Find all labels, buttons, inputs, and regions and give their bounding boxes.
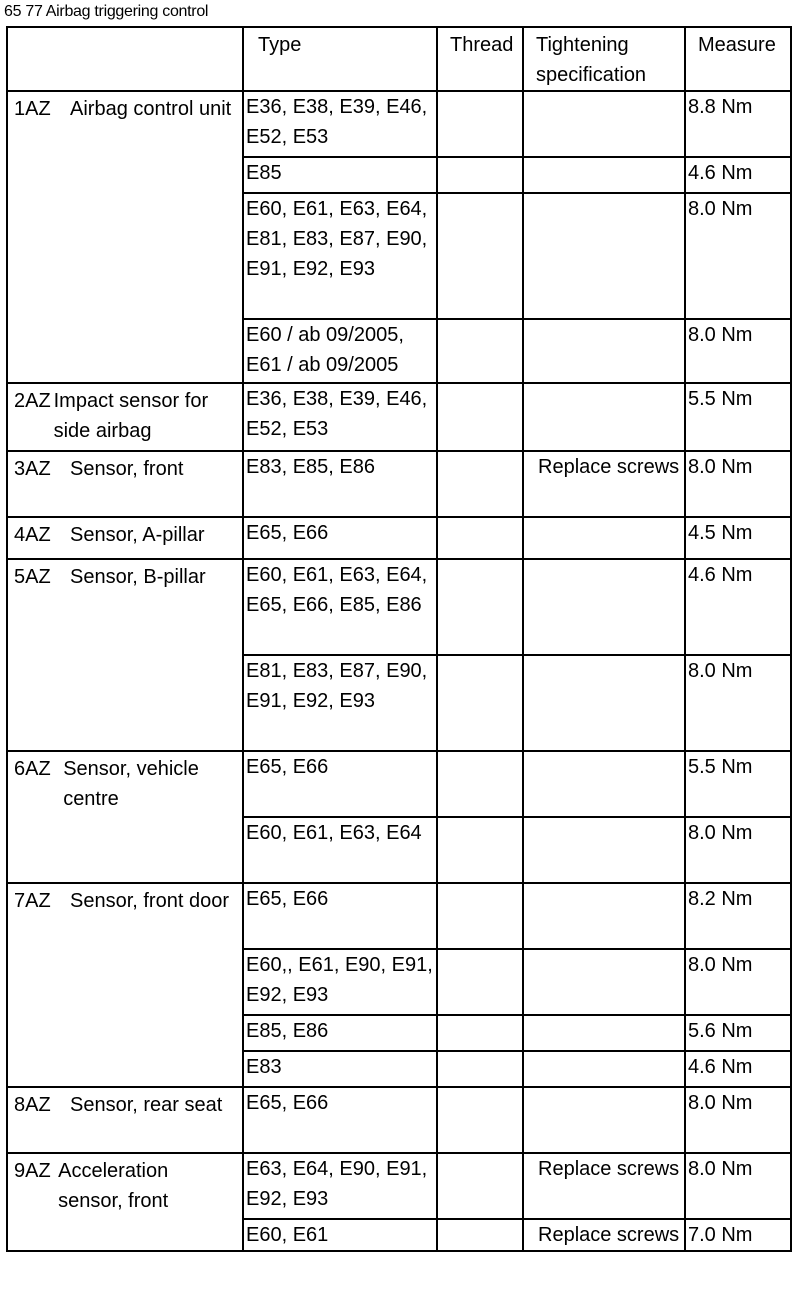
component-cell xyxy=(7,1087,243,1153)
component-cell xyxy=(7,383,243,451)
spec-cell xyxy=(523,751,685,817)
component-name: Impact sensor for side airbag xyxy=(53,390,209,442)
thread-cell xyxy=(437,193,523,319)
table-row xyxy=(7,517,791,559)
component-name: Sensor, rear seat xyxy=(70,1094,223,1116)
thread-cell xyxy=(437,949,523,1015)
component-cell xyxy=(7,1153,243,1251)
type-cell: E60, E61, E63, E64, E81, E83, E87, E90, E91, E92, E93 xyxy=(243,193,437,319)
type-cell: E60, E61, E63, E64 xyxy=(243,817,437,883)
table-body xyxy=(7,91,791,1251)
component-name: Airbag control unit xyxy=(70,98,232,120)
thread-cell xyxy=(437,1087,523,1153)
measure-cell: 5.5 Nm xyxy=(685,383,791,451)
type-cell: E60,, E61, E90, E91, E92, E93 xyxy=(243,949,437,1015)
type-cell: E65, E66 xyxy=(243,517,437,559)
component-cell xyxy=(7,751,243,883)
type-cell: E65, E66 xyxy=(243,1087,437,1153)
type-cell: E85 xyxy=(243,157,437,193)
spec-cell xyxy=(523,517,685,559)
spec-cell xyxy=(523,1051,685,1087)
spec-cell xyxy=(523,559,685,655)
component-code: 9AZ xyxy=(14,1160,51,1182)
torque-table xyxy=(6,26,792,1252)
measure-cell: 4.6 Nm xyxy=(685,559,791,655)
component-code: 5AZ xyxy=(14,566,51,588)
header-measure: Measure xyxy=(685,27,791,91)
measure-cell: 8.0 Nm xyxy=(685,817,791,883)
spec-cell: Replace screws xyxy=(523,1219,685,1251)
thread-cell xyxy=(437,383,523,451)
spec-cell xyxy=(523,383,685,451)
component-code: 3AZ xyxy=(14,458,51,480)
type-cell: E36, E38, E39, E46, E52, E53 xyxy=(243,91,437,157)
spec-cell: Replace screws xyxy=(523,451,685,517)
component-name: Acceleration sensor, front xyxy=(58,1160,169,1212)
table-row xyxy=(7,883,791,949)
component-cell xyxy=(7,883,243,1087)
type-cell: E63, E64, E90, E91, E92, E93 xyxy=(243,1153,437,1219)
type-cell: E60, E61, E63, E64, E65, E66, E85, E86 xyxy=(243,559,437,655)
measure-cell: 7.0 Nm xyxy=(685,1219,791,1251)
thread-cell xyxy=(437,451,523,517)
table-row xyxy=(7,91,791,157)
thread-cell xyxy=(437,517,523,559)
measure-cell: 4.6 Nm xyxy=(685,157,791,193)
component-cell xyxy=(7,451,243,517)
component-cell xyxy=(7,91,243,383)
spec-cell xyxy=(523,1015,685,1051)
thread-cell xyxy=(437,157,523,193)
component-code: 4AZ xyxy=(14,524,51,546)
thread-cell xyxy=(437,559,523,655)
measure-cell: 8.0 Nm xyxy=(685,949,791,1015)
spec-cell xyxy=(523,319,685,383)
measure-cell: 8.0 Nm xyxy=(685,1153,791,1219)
type-cell: E65, E66 xyxy=(243,751,437,817)
thread-cell xyxy=(437,817,523,883)
table-row xyxy=(7,1087,791,1153)
thread-cell xyxy=(437,883,523,949)
component-name: Sensor, A-pillar xyxy=(70,524,205,546)
type-cell: E36, E38, E39, E46, E52, E53 xyxy=(243,383,437,451)
thread-cell xyxy=(437,1153,523,1219)
thread-cell xyxy=(437,751,523,817)
thread-cell xyxy=(437,655,523,751)
thread-cell xyxy=(437,1051,523,1087)
type-cell: E81, E83, E87, E90, E91, E92, E93 xyxy=(243,655,437,751)
header-thread: Thread xyxy=(437,27,523,91)
thread-cell xyxy=(437,1219,523,1251)
spec-cell xyxy=(523,949,685,1015)
component-name: Sensor, vehicle centre xyxy=(63,758,199,810)
thread-cell xyxy=(437,1015,523,1051)
measure-cell: 8.0 Nm xyxy=(685,1087,791,1153)
spec-cell xyxy=(523,157,685,193)
component-code: 6AZ xyxy=(14,758,51,780)
component-code: 7AZ xyxy=(14,890,51,912)
component-cell xyxy=(7,517,243,559)
type-cell: E83, E85, E86 xyxy=(243,451,437,517)
component-name: Sensor, front xyxy=(70,458,184,480)
header-component xyxy=(7,27,243,91)
measure-cell: 4.6 Nm xyxy=(685,1051,791,1087)
type-cell: E60, E61 xyxy=(243,1219,437,1251)
measure-cell: 8.0 Nm xyxy=(685,655,791,751)
type-cell: E83 xyxy=(243,1051,437,1087)
measure-cell: 8.0 Nm xyxy=(685,319,791,383)
measure-cell: 5.5 Nm xyxy=(685,751,791,817)
component-code: 8AZ xyxy=(14,1094,51,1116)
table-row xyxy=(7,451,791,517)
spec-cell xyxy=(523,883,685,949)
spec-cell: Replace screws xyxy=(523,1153,685,1219)
header-row xyxy=(7,27,791,91)
component-cell xyxy=(7,559,243,751)
table-row xyxy=(7,383,791,451)
spec-cell xyxy=(523,655,685,751)
measure-cell: 4.5 Nm xyxy=(685,517,791,559)
component-name: Sensor, B-pillar xyxy=(70,566,206,588)
component-code: 1AZ xyxy=(14,98,51,120)
spec-cell xyxy=(523,91,685,157)
spec-cell xyxy=(523,193,685,319)
header-spec: Tightening specification xyxy=(523,27,685,91)
component-name: Sensor, front door xyxy=(70,890,229,912)
table-row xyxy=(7,1153,791,1219)
measure-cell: 8.0 Nm xyxy=(685,451,791,517)
type-cell: E85, E86 xyxy=(243,1015,437,1051)
table-row xyxy=(7,559,791,655)
type-cell: E60 / ab 09/2005, E61 / ab 09/2005 xyxy=(243,319,437,383)
spec-cell xyxy=(523,817,685,883)
type-cell: E65, E66 xyxy=(243,883,437,949)
thread-cell xyxy=(437,319,523,383)
table-row xyxy=(7,751,791,817)
spec-cell xyxy=(523,1087,685,1153)
measure-cell: 8.0 Nm xyxy=(685,193,791,319)
page-title: 65 77 Airbag triggering control xyxy=(4,3,209,20)
measure-cell: 5.6 Nm xyxy=(685,1015,791,1051)
header-type: Type xyxy=(243,27,437,91)
thread-cell xyxy=(437,91,523,157)
component-code: 2AZ xyxy=(14,390,51,412)
measure-cell: 8.2 Nm xyxy=(685,883,791,949)
measure-cell: 8.8 Nm xyxy=(685,91,791,157)
